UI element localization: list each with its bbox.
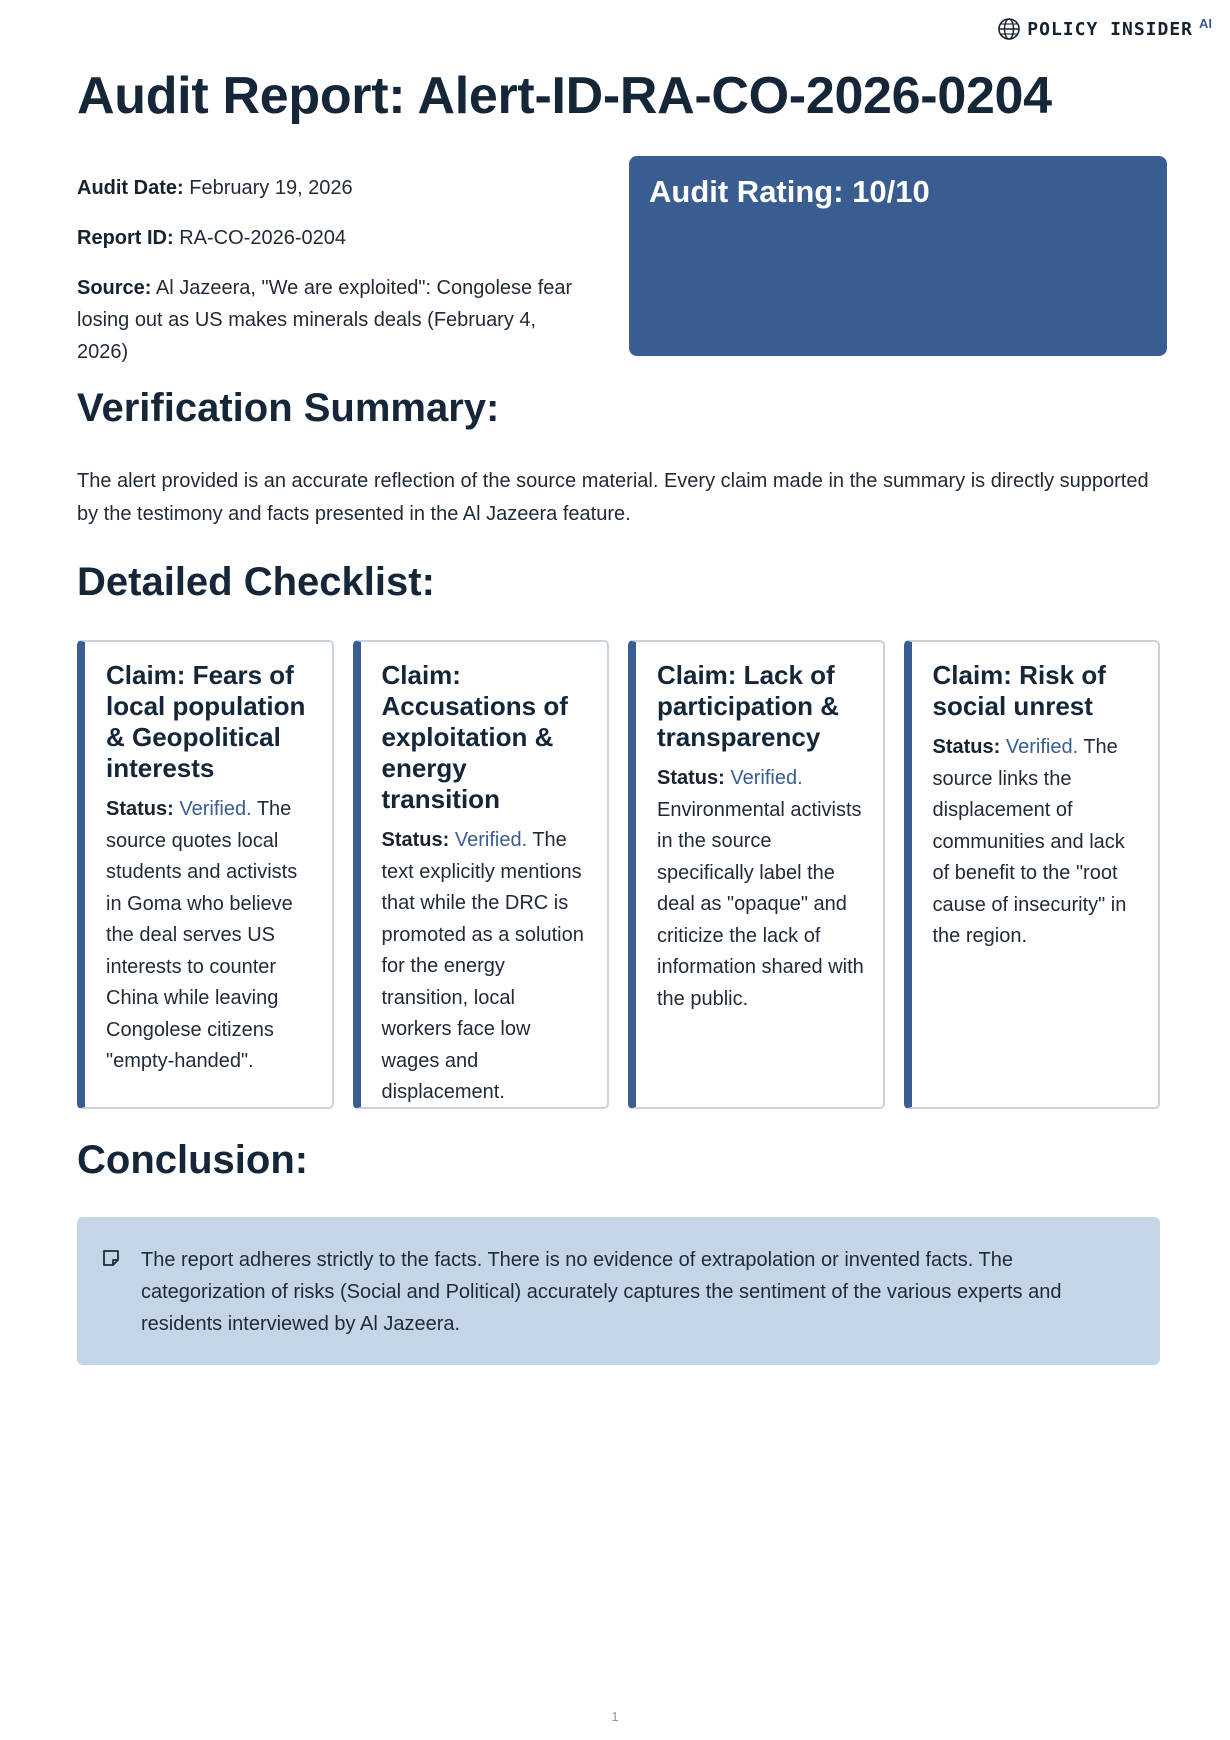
brand-name: POLICY INSIDER	[1027, 19, 1193, 40]
detailed-checklist-heading: Detailed Checklist:	[77, 560, 435, 604]
claim-title: Claim: Lack of participation & transparency	[657, 660, 840, 752]
checklist-cards	[77, 640, 1160, 1109]
status-badge: Verified.	[730, 767, 803, 789]
audit-rating-text: Audit Rating: 10/10	[649, 174, 930, 209]
source-value: Al Jazeera, "We are exploited": Congolese fear losing out as US makes minerals deals (February 4, 2026)	[77, 277, 573, 363]
report-id-line	[77, 222, 587, 254]
status-label: Status:	[106, 798, 174, 820]
page-number: 1	[611, 1709, 619, 1724]
audit-date-line	[77, 172, 587, 204]
status-badge: Verified.	[1005, 736, 1079, 758]
report-id-value: RA-CO-2026-0204	[179, 227, 346, 249]
claim-card	[77, 640, 334, 1109]
audit-date-value: February 19, 2026	[189, 177, 353, 199]
source-line	[77, 272, 587, 368]
claim-body	[106, 794, 314, 1078]
status-label: Status:	[657, 767, 725, 789]
verification-summary-text: The alert provided is an accurate reflection of the source material. Every claim made in the summary is directly supported by the testimony and facts presented in the Al Jazeera feature.	[77, 470, 1149, 525]
verification-summary-heading: Verification Summary:	[77, 386, 500, 430]
page-title: Audit Report: Alert-ID-RA-CO-2026-0204	[77, 67, 1052, 125]
claim-text: The source quotes local students and activists in Goma who believe the deal serves US interests to counter China while leaving Congolese citizens "empty-handed".	[106, 798, 298, 1072]
status-label: Status:	[381, 829, 450, 851]
note-icon	[101, 1248, 121, 1268]
claim-title: Claim: Fears of local population & Geopolitical interests	[106, 660, 306, 783]
status-badge: Verified.	[179, 798, 252, 820]
source-label: Source:	[77, 277, 152, 299]
conclusion-heading: Conclusion:	[77, 1138, 309, 1182]
claim-card	[904, 640, 1161, 1109]
globe-icon	[997, 17, 1021, 41]
claim-card	[628, 640, 885, 1109]
claim-card	[353, 640, 610, 1109]
claim-text: The text explicitly mentions that while the DRC is promoted as a solution for the energy transition, local workers face low wages and displacement.	[381, 829, 584, 1103]
claim-body	[657, 763, 865, 1015]
status-label: Status:	[932, 736, 1001, 758]
report-id-label: Report ID:	[77, 227, 174, 249]
audit-date-label: Audit Date:	[77, 177, 184, 199]
conclusion-callout	[77, 1217, 1160, 1365]
brand-ai-badge: AI	[1199, 16, 1212, 31]
status-badge: Verified.	[454, 829, 528, 851]
brand-logo	[997, 15, 1212, 42]
report-meta	[77, 172, 587, 386]
claim-title: Claim: Accusations of exploitation & energy transition	[381, 660, 568, 814]
claim-text: The source links the displacement of communities and lack of benefit to the "root cause of insecurity" in the region.	[932, 736, 1127, 947]
claim-body	[933, 732, 1141, 953]
conclusion-text: The report adheres strictly to the facts. There is no evidence of extrapolation or invented facts. The categorization of risks (Social and Political) accurately captures the sentiment of the various experts and residents interviewed by Al Jazeera.	[141, 1249, 1062, 1335]
audit-rating-card	[629, 156, 1167, 356]
claim-body	[382, 825, 590, 1109]
claim-text: Environmental activists in the source specifically label the deal as "opaque" and criticize the lack of information shared with the public.	[657, 798, 864, 1010]
claim-title: Claim: Risk of social unrest	[932, 660, 1106, 721]
